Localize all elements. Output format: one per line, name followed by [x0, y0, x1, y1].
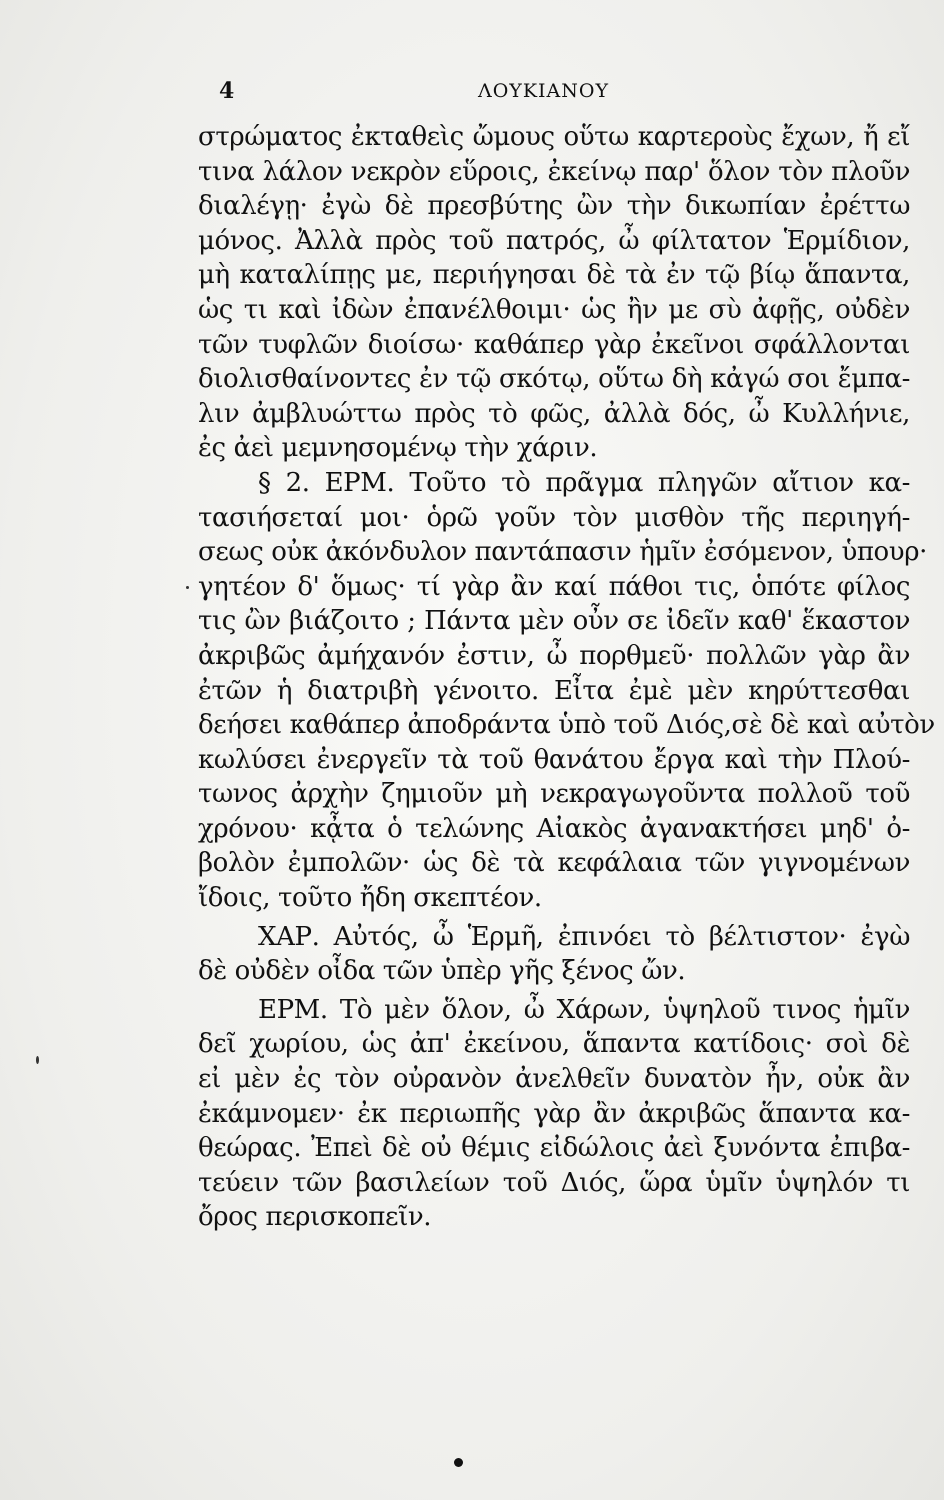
text-line: σεως οὐκ ἀκόνδυλον παντάπασιν ἡμῖν ἐσόμενον, ὑπουρ·	[198, 537, 927, 568]
body-text	[198, 120, 935, 1235]
text-line: ἐτῶν ἡ διατριβὴ γένοιτο. Εἶτα ἐμὲ μὲν κηρύττεσθαι	[198, 675, 910, 706]
text-line: στρώματος ἐκταθεὶς ὤμους οὕτω καρτεροὺς ἔχων, ἤ εἴ	[198, 122, 910, 152]
speaker-line: ΧΑΡ. Αὐτός, ὦ Ἑρμῆ, ἐπινόει τὸ βέλτιστον· ἐγὼ	[258, 921, 910, 952]
text-line: τωνος ἀρχὴν ζημιοῦν μὴ νεκραγωγοῦντα πολλοῦ τοῦ	[198, 779, 910, 810]
text-line: μόνος. Ἀλλὰ πρὸς τοῦ πατρός, ὦ φίλτατον Ἑρμίδιον,	[198, 225, 910, 256]
text-line: κωλύσει ἐνεργεῖν τὰ τοῦ θανάτου ἔργα καὶ τὴν Πλού-	[198, 744, 910, 775]
text-line: γητέον δ' ὅμως· τί γὰρ ἂν καί πάθοι τις, ὁπότε φίλος	[198, 571, 910, 602]
speaker-line: ΕΡΜ. Τὸ μὲν ὅλον, ὦ Χάρων, ὑψηλοῦ τινος ἡμῖν	[258, 994, 910, 1025]
ink-speck	[36, 1056, 39, 1064]
text-line: ἐς ἀεὶ μεμνησομένῳ τὴν χάριν.	[198, 433, 598, 464]
text-line: δεῖ χωρίου, ὡς ἀπ' ἐκείνου, ἅπαντα κατίδοις· σοὶ δὲ	[198, 1029, 910, 1060]
text-line: ἐκάμνομεν· ἐκ περιωπῆς γὰρ ἂν ἀκριβῶς ἅπαντα κα-	[198, 1098, 910, 1129]
ink-dot	[454, 1458, 463, 1467]
text-line: ἀκριβῶς ἀμήχανόν ἐστιν, ὦ πορθμεῦ· πολλῶν γὰρ ἂν	[198, 640, 910, 671]
text-line: θεώρας. Ἐπεὶ δὲ οὐ θέμις εἰδώλοις ἀεὶ ξυνόντα ἐπιβα-	[198, 1133, 910, 1164]
text-line: δὲ οὐδὲν οἶδα τῶν ὑπὲρ γῆς ξένος ὤν.	[198, 956, 686, 987]
text-line: τινα λάλον νεκρὸν εὕροις, ἐκείνῳ παρ' ὅλον τὸν πλοῦν	[198, 156, 910, 187]
page-header	[0, 78, 944, 108]
text-line: ἴδοις, τοῦτο ἤδη σκεπτέον.	[198, 883, 542, 914]
text-line: διαλέγῃ· ἐγὼ δὲ πρεσβύτης ὢν τὴν δικωπίαν ἐρέττω	[198, 191, 910, 222]
running-head: ΛΟΥΚΙΑΝΟΥ	[478, 80, 610, 102]
text-line: τεύειν τῶν βασιλείων τοῦ Διός, ὥρα ὑμῖν ὑψηλόν τι	[198, 1167, 910, 1198]
text-line: διολισθαίνοντες ἐν τῷ σκότῳ, οὕτω δὴ κἀγώ σοι ἔμπα-	[198, 364, 910, 395]
text-line: χρόνου· κᾆτα ὁ τελώνης Αἰακὸς ἀγανακτήσει μηδ' ὀ-	[198, 813, 910, 844]
text-line: λιν ἀμβλυώττω πρὸς τὸ φῶς, ἀλλὰ δός, ὦ Κυλλήνιε,	[198, 398, 910, 429]
text-line: εἰ μὲν ἐς τὸν οὐρανὸν ἀνελθεῖν δυνατὸν ἦν, οὐκ ἂν	[198, 1064, 910, 1095]
text-line: δεήσει καθάπερ ἀποδράντα ὑπὸ τοῦ Διός,σὲ δὲ καὶ αὐτὸν	[198, 710, 935, 741]
text-line: τασιήσεταί μοι· ὁρῶ γοῦν τὸν μισθὸν τῆς περιηγή-	[198, 502, 910, 533]
text-line: μὴ καταλίπῃς με, περιήγησαι δὲ τὰ ἐν τῷ βίῳ ἅπαντα,	[198, 260, 910, 291]
text-line: τῶν τυφλῶν διοίσω· καθάπερ γὰρ ἐκεῖνοι σφάλλονται	[198, 329, 910, 360]
text-line: βολὸν ἐμπολῶν· ὡς δὲ τὰ κεφάλαια τῶν γιγνομένων	[198, 848, 910, 879]
page-number: 4	[219, 78, 235, 104]
text-line: τις ὢν βιάζοιτο ; Πάντα μὲν οὖν σε ἰδεῖν καθ' ἕκαστον	[198, 606, 910, 637]
ink-speck	[186, 586, 189, 589]
text-line: ὄρος περισκοπεῖν.	[198, 1202, 432, 1233]
section-heading-line: § 2. ΕΡΜ. Τοῦτο τὸ πρᾶγμα πληγῶν αἴτιον κα-	[258, 467, 910, 498]
text-line: ὡς τι καὶ ἰδὼν ἐπανέλθοιμι· ὡς ἢν με σὺ ἀφῇς, οὐδὲν	[198, 294, 910, 325]
